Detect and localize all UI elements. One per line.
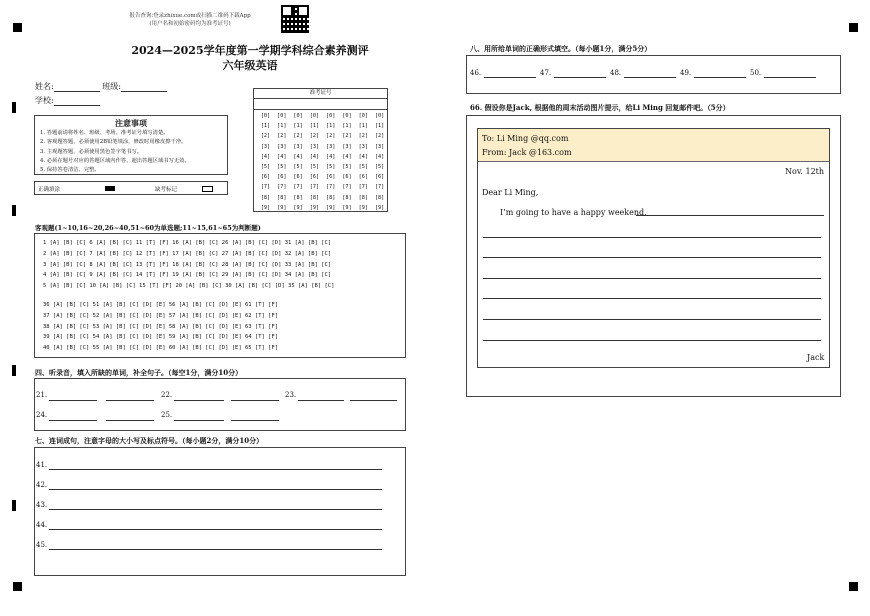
exam-code-bubble[interactable]: [9] <box>342 204 352 211</box>
exam-code-bubble[interactable]: [3] <box>326 143 336 150</box>
side-tick <box>12 102 16 113</box>
notice-item: 1. 答题前请将姓名、班级、考场、准考证号填写清楚。 <box>40 130 169 136</box>
exam-code-bubble[interactable]: [2] <box>293 133 303 140</box>
report-query-note: (用户名和初始密码均为准考证号) <box>149 21 231 27</box>
exam-code-bubble[interactable]: [7] <box>358 184 368 191</box>
exam-code-bubble[interactable]: [0] <box>277 113 287 119</box>
exam-code-bubble[interactable]: [5] <box>309 163 320 170</box>
exam-code-bubble[interactable]: [7] <box>342 184 352 191</box>
side-tick <box>12 205 16 216</box>
exam-code-grid <box>253 88 388 212</box>
corner-mark-bl <box>13 582 22 591</box>
answer-row[interactable]: 1 [A] [B] [C] 6 [A] [B] [C] 11 [T] [F] 16 [A] [B] [C] 26 [A] [B] [C] [D] 31 [A] [B] [C] <box>43 240 332 246</box>
email-card <box>477 128 830 368</box>
exam-code-bubble[interactable]: [9] <box>309 204 320 211</box>
exam-code-bubble[interactable]: [6] <box>342 174 352 181</box>
exam-code-bubble[interactable]: [2] <box>260 133 271 140</box>
notice-item: 2. 客观题答题，必须使用2B铅笔填涂，修改时用橡皮擦干净。 <box>40 139 187 146</box>
exam-code-bubble[interactable]: [8] <box>277 194 287 201</box>
q47-blank[interactable] <box>554 77 606 78</box>
exam-code-bubble[interactable]: [9] <box>326 204 336 211</box>
school-label: 学校: <box>35 96 54 105</box>
section7-box <box>34 447 406 576</box>
q24-blank[interactable] <box>49 420 97 421</box>
notice-title: 注意事项 <box>115 118 147 128</box>
exam-code-bubble[interactable]: [1] <box>326 123 336 130</box>
exam-code-bubble[interactable]: [0] <box>260 113 271 119</box>
exam-code-bubble[interactable]: [3] <box>260 143 271 150</box>
corner-mark-tl <box>13 23 22 32</box>
exam-code-bubble[interactable]: [6] <box>358 174 368 181</box>
page-subtitle: 六年级英语 <box>222 59 278 72</box>
notice-item: 5. 保持答卷清洁、完整。 <box>40 167 100 174</box>
exam-code-bubble[interactable]: [8] <box>309 194 320 201</box>
section66-title: 66. 假设你是Jack, 根据他的周末活动图片提示，给Li Ming 回复邮件吧。（5分） <box>470 103 730 112</box>
q44-line[interactable] <box>49 529 382 530</box>
correct-fill-mark <box>105 186 115 191</box>
section7-title: 七、连词成句，注意字母的大小写及标点符号。（每小题2分，满分10分） <box>35 436 264 445</box>
school-field[interactable] <box>35 95 100 106</box>
exam-code-bubble[interactable]: [1] <box>358 123 368 130</box>
exam-code-column[interactable] <box>323 111 338 213</box>
q24-label: 24. <box>36 411 48 419</box>
exam-code-bubble[interactable]: [4] <box>309 153 320 160</box>
answer-row[interactable]: 4 [A] [B] [C] 9 [A] [B] [C] 14 [T] [F] 19 [A] [B] [C] 29 [A] [B] [C] [D] 34 [A] [B] [C] <box>43 272 332 279</box>
exam-code-column[interactable] <box>372 111 387 213</box>
q42-label: 42. <box>36 481 48 489</box>
exam-code-bubble[interactable]: [6] <box>277 174 287 181</box>
q41-line[interactable] <box>49 469 382 470</box>
q46-label: 46. <box>470 69 482 77</box>
notice-item: 4. 必须在题号对应的答题区域内作答，超出答题区域书写无效。 <box>40 157 190 164</box>
q23-blank[interactable] <box>350 400 397 401</box>
exam-code-bubble[interactable]: [4] <box>342 153 352 160</box>
q21-blank[interactable] <box>106 400 154 401</box>
email-from: From: Jack @163.com <box>482 148 572 157</box>
exam-code-bubble[interactable]: [4] <box>326 153 336 160</box>
email-line[interactable] <box>483 319 821 320</box>
exam-code-bubble[interactable]: [7] <box>326 184 336 191</box>
q22-label: 22. <box>161 391 173 399</box>
exam-code-bubble[interactable]: [2] <box>277 133 287 140</box>
q49-label: 49. <box>680 69 692 77</box>
exam-code-bubble[interactable]: [4] <box>374 153 385 160</box>
exam-code-bubble[interactable]: [7] <box>293 184 303 191</box>
q21-blank[interactable] <box>49 400 97 401</box>
q46-blank[interactable] <box>484 77 536 78</box>
class-label: 班级: <box>102 82 121 91</box>
exam-code-bubble[interactable]: [3] <box>293 143 303 150</box>
exam-code-bubble[interactable]: [2] <box>309 133 320 140</box>
email-line[interactable] <box>483 257 821 258</box>
q23-blank[interactable] <box>298 400 344 401</box>
exam-code-bubble[interactable]: [1] <box>260 123 271 130</box>
answer-row[interactable]: 37 [A] [B] [C] 52 [A] [B] [C] [D] [E] 57 [A] [B] [C] [D] [E] 62 [T] [F] <box>43 312 279 319</box>
email-line[interactable] <box>483 340 821 341</box>
exam-code-bubble[interactable]: [9] <box>374 204 385 211</box>
email-line[interactable] <box>483 237 821 238</box>
exam-code-bubble[interactable]: [5] <box>374 163 385 170</box>
q42-line[interactable] <box>49 489 382 490</box>
exam-code-bubble[interactable]: [7] <box>374 184 385 191</box>
exam-code-bubble[interactable]: [2] <box>374 133 385 140</box>
exam-code-bubble[interactable]: [6] <box>260 174 271 181</box>
q45-label: 45. <box>36 541 48 549</box>
exam-code-bubble[interactable]: [6] <box>374 174 385 181</box>
email-greeting: Dear Li Ming, <box>482 188 539 197</box>
exam-code-bubble[interactable]: [8] <box>342 194 352 201</box>
q43-label: 43. <box>36 501 48 509</box>
exam-code-bubble[interactable]: [9] <box>358 204 368 211</box>
corner-mark-br <box>849 582 858 591</box>
exam-code-bubble[interactable]: [5] <box>342 163 352 170</box>
q22-blank[interactable] <box>174 400 224 401</box>
q43-line[interactable] <box>49 509 382 510</box>
exam-code-column[interactable] <box>307 111 322 213</box>
q50-blank[interactable] <box>764 77 816 78</box>
answer-row[interactable]: 2 [A] [B] [C] 7 [A] [B] [C] 12 [T] [F] 17 [A] [B] [C] 27 [A] [B] [C] [D] 32 [A] [B] [C] <box>43 250 332 257</box>
exam-code-bubble[interactable]: [1] <box>309 123 320 130</box>
q44-label: 44. <box>36 521 48 529</box>
exam-code-column[interactable] <box>291 111 306 213</box>
corner-mark-tr <box>849 23 858 32</box>
q48-label: 48. <box>610 69 622 77</box>
email-to: To: Li Ming @qq.com <box>482 134 569 143</box>
report-query-line: 报告查询:登录zhixue.com或扫描二维码下载App <box>129 13 251 19</box>
q41-label: 41. <box>36 461 48 469</box>
exam-code-bubble[interactable]: [3] <box>374 143 385 150</box>
exam-code-bubble[interactable]: [5] <box>293 163 303 170</box>
answer-row[interactable]: 3 [A] [B] [C] 8 [A] [B] [C] 13 [T] [F] 18 [A] [B] [C] 28 [A] [B] [C] [D] 33 [A] [B] [C] <box>43 261 332 268</box>
q48-blank[interactable] <box>624 77 676 78</box>
email-signature: Jack <box>807 353 825 362</box>
email-opening: I’m going to have a happy weekend. <box>500 208 647 217</box>
notice-box <box>34 115 228 175</box>
exam-code-bubble[interactable]: [2] <box>358 133 368 140</box>
exam-code-label: 准考证号 <box>254 89 387 99</box>
exam-code-bubble[interactable]: [5] <box>326 163 336 170</box>
exam-code-bubble[interactable]: [5] <box>358 163 368 170</box>
exam-code-bubble[interactable]: [0] <box>309 113 320 119</box>
exam-code-bubble[interactable]: [4] <box>277 153 287 160</box>
q50-label: 50. <box>750 69 762 77</box>
exam-code-bubble[interactable]: [0] <box>293 113 303 119</box>
exam-code-bubble[interactable]: [9] <box>260 204 271 211</box>
exam-code-bubble[interactable]: [4] <box>293 153 303 160</box>
notice-item: 3. 主观题答题，必须使用黑色签字笔书写。 <box>40 148 143 155</box>
exam-code-bubble[interactable]: [1] <box>277 123 287 130</box>
q25-blank[interactable] <box>231 420 279 421</box>
section8-title: 八、用所给单词的正确形式填空。（每小题1分，满分5分） <box>470 44 652 53</box>
exam-code-bubble[interactable]: [7] <box>277 184 287 191</box>
exam-code-bubble[interactable]: [3] <box>342 143 352 150</box>
exam-code-bubble[interactable]: [5] <box>277 163 287 170</box>
exam-code-bubble[interactable]: [4] <box>260 153 271 160</box>
exam-code-bubble[interactable]: [8] <box>293 194 303 201</box>
exam-code-bubble[interactable]: [7] <box>260 184 271 191</box>
answer-row[interactable]: 38 [A] [B] [C] 53 [A] [B] [C] [D] [E] 58 [A] [B] [C] [D] [E] 63 [T] [F] <box>43 323 279 330</box>
objective-answer-box <box>34 233 406 358</box>
email-line[interactable] <box>483 278 821 279</box>
exam-code-bubble[interactable]: [8] <box>326 194 336 201</box>
exam-code-column[interactable] <box>340 111 355 213</box>
q23-label: 23. <box>285 391 297 399</box>
answer-row[interactable]: 36 [A] [B] [C] 51 [A] [B] [C] [D] [E] 56 [A] [B] [C] [D] [E] 61 [T] [F] <box>43 302 279 308</box>
exam-code-bubble[interactable]: [0] <box>358 113 368 119</box>
exam-code-bubble[interactable]: [2] <box>342 133 352 140</box>
q21-label: 21. <box>36 391 48 399</box>
exam-code-bubble[interactable]: [8] <box>358 194 368 201</box>
exam-code-bubble[interactable]: [8] <box>374 194 385 201</box>
exam-code-bubble[interactable]: [4] <box>358 153 368 160</box>
exam-code-bubble[interactable]: [3] <box>277 143 287 150</box>
exam-code-bubble[interactable]: [9] <box>293 204 303 211</box>
section8-box <box>466 55 841 94</box>
exam-code-bubble[interactable]: [9] <box>277 204 287 211</box>
absent-mark-label: 缺考标记 <box>155 187 178 193</box>
exam-code-bubble[interactable]: [0] <box>374 113 385 119</box>
email-line[interactable] <box>483 298 821 299</box>
side-tick <box>12 365 16 376</box>
exam-code-bubble[interactable]: [2] <box>326 133 336 140</box>
section4-box <box>34 378 406 431</box>
fill-example-box <box>34 181 228 195</box>
answer-row[interactable]: 5 [A] [B] [C] 10 [A] [B] [C] 15 [T] [F] 20 [A] [B] [C] 30 [A] [B] [C] [D] 35 [A] [B] [C] <box>43 283 335 290</box>
q25-blank[interactable] <box>174 420 224 421</box>
exam-code-bubble[interactable]: [6] <box>293 174 303 181</box>
exam-code-bubble[interactable]: [3] <box>309 143 320 150</box>
absent-mark-box[interactable] <box>202 186 213 192</box>
exam-code-bubble[interactable]: [5] <box>260 163 271 170</box>
exam-code-column[interactable] <box>356 111 371 213</box>
side-tick <box>12 500 16 511</box>
q45-line[interactable] <box>49 549 382 550</box>
exam-code-bubble[interactable]: [6] <box>309 174 320 181</box>
q22-blank[interactable] <box>231 400 279 401</box>
objective-section-title: 客观题(1~10,16~20,26~40,51~60为单选题;11~15,61~65为判断题) <box>35 224 261 232</box>
correct-fill-label: 正确填涂 <box>38 187 61 193</box>
exam-code-bubble[interactable]: [8] <box>260 194 271 201</box>
page-title: 2024—2025学年度第一学期学科综合素养测评 <box>131 44 369 57</box>
exam-code-bubble[interactable]: [6] <box>326 174 336 181</box>
exam-code-bubble[interactable]: [1] <box>293 123 303 130</box>
exam-code-column[interactable] <box>274 111 289 213</box>
email-date: Nov. 12th <box>785 167 825 176</box>
answer-row[interactable]: 39 [A] [B] [C] 54 [A] [B] [C] [D] [E] 59 [A] [B] [C] [D] [E] 64 [T] [F] <box>43 334 279 341</box>
exam-code-bubble[interactable]: [1] <box>374 123 385 130</box>
exam-code-bubble[interactable]: [3] <box>358 143 368 150</box>
exam-code-bubble[interactable]: [7] <box>309 184 320 191</box>
q49-blank[interactable] <box>694 77 746 78</box>
exam-code-bubble[interactable]: [1] <box>342 123 352 130</box>
answer-row[interactable]: 40 [A] [B] [C] 55 [A] [B] [C] [D] [E] 60 [A] [B] [C] [D] [E] 65 [T] [F] <box>43 345 279 352</box>
email-line[interactable] <box>636 215 824 216</box>
section4-title: 四、听录音，填入所缺的单词，补全句子。（每空1分，满分10分） <box>35 368 243 377</box>
qr-code-icon <box>281 5 309 33</box>
q25-label: 25. <box>161 411 173 419</box>
exam-code-bubble[interactable]: [0] <box>326 113 336 119</box>
q47-label: 47. <box>540 69 552 77</box>
q24-blank[interactable] <box>106 420 154 421</box>
name-field[interactable] <box>35 81 167 92</box>
exam-code-bubble[interactable]: [0] <box>342 113 352 119</box>
name-label: 姓名: <box>35 82 54 91</box>
exam-code-column[interactable] <box>258 111 273 213</box>
